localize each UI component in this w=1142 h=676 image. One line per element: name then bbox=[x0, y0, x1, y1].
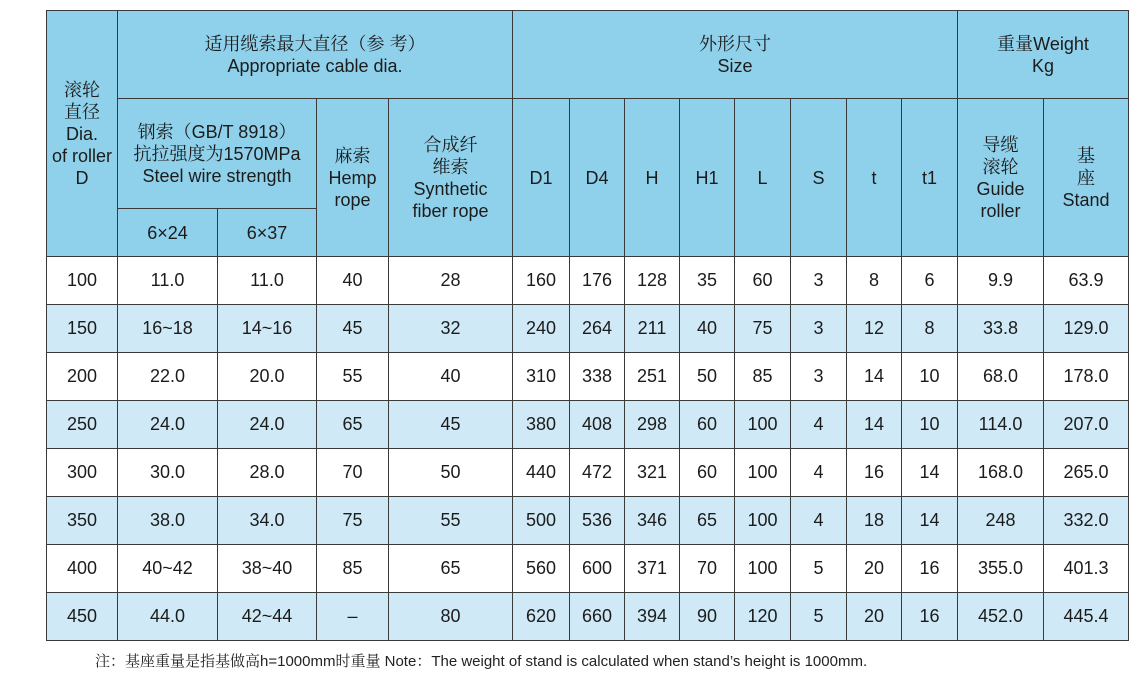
cell-steel-6x37: 11.0 bbox=[218, 257, 317, 305]
header-steel-6x24: 6×24 bbox=[118, 209, 218, 257]
cell-synthetic: 32 bbox=[389, 305, 513, 353]
table-row bbox=[47, 257, 1129, 305]
header-weight-group: 重量Weight Kg bbox=[958, 11, 1129, 99]
cell-steel-6x24: 24.0 bbox=[118, 401, 218, 449]
cell-h: 211 bbox=[625, 305, 680, 353]
cell-steel-6x37: 34.0 bbox=[218, 497, 317, 545]
cell-guide-roller-weight: 355.0 bbox=[958, 545, 1044, 593]
cell-s: 3 bbox=[791, 257, 847, 305]
cell-t1: 14 bbox=[902, 497, 958, 545]
cell-stand-weight: 265.0 bbox=[1044, 449, 1129, 497]
table-row bbox=[47, 305, 1129, 353]
cell-t: 16 bbox=[847, 449, 902, 497]
cell-h1: 90 bbox=[680, 593, 735, 641]
cell-d1: 380 bbox=[513, 401, 570, 449]
cell-h: 298 bbox=[625, 401, 680, 449]
header-roller-dia: 滚轮 直径 Dia. of roller D bbox=[47, 11, 118, 257]
cell-roller-dia: 100 bbox=[47, 257, 118, 305]
cell-t: 12 bbox=[847, 305, 902, 353]
header-cable-dia-group: 适用缆索最大直径（参 考） Appropriate cable dia. bbox=[118, 11, 513, 99]
cell-l: 85 bbox=[735, 353, 791, 401]
cell-d1: 240 bbox=[513, 305, 570, 353]
cell-t: 20 bbox=[847, 545, 902, 593]
cell-synthetic: 65 bbox=[389, 545, 513, 593]
cell-stand-weight: 401.3 bbox=[1044, 545, 1129, 593]
cell-steel-6x24: 40~42 bbox=[118, 545, 218, 593]
cell-d4: 264 bbox=[570, 305, 625, 353]
cell-roller-dia: 200 bbox=[47, 353, 118, 401]
cell-h: 128 bbox=[625, 257, 680, 305]
cell-h1: 40 bbox=[680, 305, 735, 353]
cell-t1: 10 bbox=[902, 401, 958, 449]
header-size-t1: t1 bbox=[902, 99, 958, 257]
cell-s: 4 bbox=[791, 401, 847, 449]
table-row bbox=[47, 497, 1129, 545]
header-steel-wire: 钢索（GB/T 8918） 抗拉强度为1570MPa Steel wire strength bbox=[118, 99, 317, 209]
header-size-d4: D4 bbox=[570, 99, 625, 257]
header-hemp-rope: 麻索 Hemp rope bbox=[317, 99, 389, 257]
cell-t1: 6 bbox=[902, 257, 958, 305]
cell-synthetic: 45 bbox=[389, 401, 513, 449]
cell-h1: 65 bbox=[680, 497, 735, 545]
cell-s: 4 bbox=[791, 449, 847, 497]
table-row bbox=[47, 401, 1129, 449]
cell-guide-roller-weight: 168.0 bbox=[958, 449, 1044, 497]
cell-t1: 16 bbox=[902, 545, 958, 593]
cell-l: 120 bbox=[735, 593, 791, 641]
header-size-s: S bbox=[791, 99, 847, 257]
cell-l: 100 bbox=[735, 401, 791, 449]
header-size-h1: H1 bbox=[680, 99, 735, 257]
cell-d4: 660 bbox=[570, 593, 625, 641]
cell-stand-weight: 129.0 bbox=[1044, 305, 1129, 353]
header-size-l: L bbox=[735, 99, 791, 257]
cell-steel-6x37: 38~40 bbox=[218, 545, 317, 593]
cell-roller-dia: 400 bbox=[47, 545, 118, 593]
cell-h: 371 bbox=[625, 545, 680, 593]
cell-stand-weight: 332.0 bbox=[1044, 497, 1129, 545]
cell-hemp: – bbox=[317, 593, 389, 641]
footnote: 注：基座重量是指基做高h=1000mm时重量 Note：The weight of stand is calculated when stand’s height is 1000mm. bbox=[95, 653, 868, 670]
cell-hemp: 75 bbox=[317, 497, 389, 545]
cell-d4: 176 bbox=[570, 257, 625, 305]
cell-steel-6x37: 20.0 bbox=[218, 353, 317, 401]
cell-t: 8 bbox=[847, 257, 902, 305]
cell-steel-6x24: 22.0 bbox=[118, 353, 218, 401]
cell-l: 100 bbox=[735, 497, 791, 545]
cell-guide-roller-weight: 68.0 bbox=[958, 353, 1044, 401]
cell-t1: 14 bbox=[902, 449, 958, 497]
spec-table-container bbox=[46, 10, 1128, 641]
cell-hemp: 85 bbox=[317, 545, 389, 593]
cell-steel-6x37: 42~44 bbox=[218, 593, 317, 641]
table-header bbox=[47, 11, 1129, 257]
cell-h1: 70 bbox=[680, 545, 735, 593]
cell-l: 100 bbox=[735, 449, 791, 497]
cell-h1: 50 bbox=[680, 353, 735, 401]
cell-h1: 35 bbox=[680, 257, 735, 305]
cell-roller-dia: 250 bbox=[47, 401, 118, 449]
cell-stand-weight: 445.4 bbox=[1044, 593, 1129, 641]
cell-guide-roller-weight: 9.9 bbox=[958, 257, 1044, 305]
cell-roller-dia: 150 bbox=[47, 305, 118, 353]
table-row bbox=[47, 353, 1129, 401]
cell-d1: 560 bbox=[513, 545, 570, 593]
cell-steel-6x24: 16~18 bbox=[118, 305, 218, 353]
header-size-d1: D1 bbox=[513, 99, 570, 257]
cell-t: 20 bbox=[847, 593, 902, 641]
cell-d4: 338 bbox=[570, 353, 625, 401]
cell-stand-weight: 63.9 bbox=[1044, 257, 1129, 305]
cell-steel-6x37: 24.0 bbox=[218, 401, 317, 449]
cell-steel-6x24: 30.0 bbox=[118, 449, 218, 497]
cell-d1: 440 bbox=[513, 449, 570, 497]
cell-synthetic: 50 bbox=[389, 449, 513, 497]
table-body bbox=[47, 257, 1129, 641]
cell-guide-roller-weight: 33.8 bbox=[958, 305, 1044, 353]
header-stand: 基 座 Stand bbox=[1044, 99, 1129, 257]
cell-h: 394 bbox=[625, 593, 680, 641]
cell-d4: 600 bbox=[570, 545, 625, 593]
cell-s: 5 bbox=[791, 593, 847, 641]
cell-h1: 60 bbox=[680, 401, 735, 449]
cell-d4: 472 bbox=[570, 449, 625, 497]
cell-steel-6x24: 44.0 bbox=[118, 593, 218, 641]
cell-s: 3 bbox=[791, 353, 847, 401]
table-row bbox=[47, 593, 1129, 641]
roller-spec-table bbox=[46, 10, 1129, 641]
cell-hemp: 40 bbox=[317, 257, 389, 305]
header-size-t: t bbox=[847, 99, 902, 257]
cell-s: 3 bbox=[791, 305, 847, 353]
cell-d4: 408 bbox=[570, 401, 625, 449]
cell-synthetic: 40 bbox=[389, 353, 513, 401]
header-guide-roller: 导缆 滚轮 Guide roller bbox=[958, 99, 1044, 257]
cell-hemp: 55 bbox=[317, 353, 389, 401]
cell-hemp: 65 bbox=[317, 401, 389, 449]
cell-d1: 500 bbox=[513, 497, 570, 545]
cell-steel-6x37: 14~16 bbox=[218, 305, 317, 353]
cell-t1: 10 bbox=[902, 353, 958, 401]
cell-s: 5 bbox=[791, 545, 847, 593]
cell-hemp: 45 bbox=[317, 305, 389, 353]
cell-steel-6x37: 28.0 bbox=[218, 449, 317, 497]
cell-d1: 160 bbox=[513, 257, 570, 305]
cell-guide-roller-weight: 114.0 bbox=[958, 401, 1044, 449]
cell-l: 100 bbox=[735, 545, 791, 593]
header-steel-6x37: 6×37 bbox=[218, 209, 317, 257]
cell-d1: 620 bbox=[513, 593, 570, 641]
cell-h: 321 bbox=[625, 449, 680, 497]
cell-roller-dia: 450 bbox=[47, 593, 118, 641]
cell-h: 251 bbox=[625, 353, 680, 401]
cell-t1: 8 bbox=[902, 305, 958, 353]
cell-roller-dia: 350 bbox=[47, 497, 118, 545]
cell-l: 60 bbox=[735, 257, 791, 305]
cell-t: 14 bbox=[847, 401, 902, 449]
cell-hemp: 70 bbox=[317, 449, 389, 497]
header-synthetic-rope: 合成纤 维索 Synthetic fiber rope bbox=[389, 99, 513, 257]
table-row bbox=[47, 545, 1129, 593]
header-size-h: H bbox=[625, 99, 680, 257]
cell-t: 18 bbox=[847, 497, 902, 545]
cell-roller-dia: 300 bbox=[47, 449, 118, 497]
cell-l: 75 bbox=[735, 305, 791, 353]
cell-t1: 16 bbox=[902, 593, 958, 641]
table-row bbox=[47, 449, 1129, 497]
cell-guide-roller-weight: 248 bbox=[958, 497, 1044, 545]
cell-d1: 310 bbox=[513, 353, 570, 401]
cell-t: 14 bbox=[847, 353, 902, 401]
cell-synthetic: 80 bbox=[389, 593, 513, 641]
header-size-group: 外形尺寸 Size bbox=[513, 11, 958, 99]
cell-s: 4 bbox=[791, 497, 847, 545]
cell-guide-roller-weight: 452.0 bbox=[958, 593, 1044, 641]
cell-h: 346 bbox=[625, 497, 680, 545]
cell-stand-weight: 178.0 bbox=[1044, 353, 1129, 401]
cell-synthetic: 28 bbox=[389, 257, 513, 305]
cell-steel-6x24: 11.0 bbox=[118, 257, 218, 305]
cell-synthetic: 55 bbox=[389, 497, 513, 545]
cell-steel-6x24: 38.0 bbox=[118, 497, 218, 545]
cell-h1: 60 bbox=[680, 449, 735, 497]
cell-d4: 536 bbox=[570, 497, 625, 545]
cell-stand-weight: 207.0 bbox=[1044, 401, 1129, 449]
